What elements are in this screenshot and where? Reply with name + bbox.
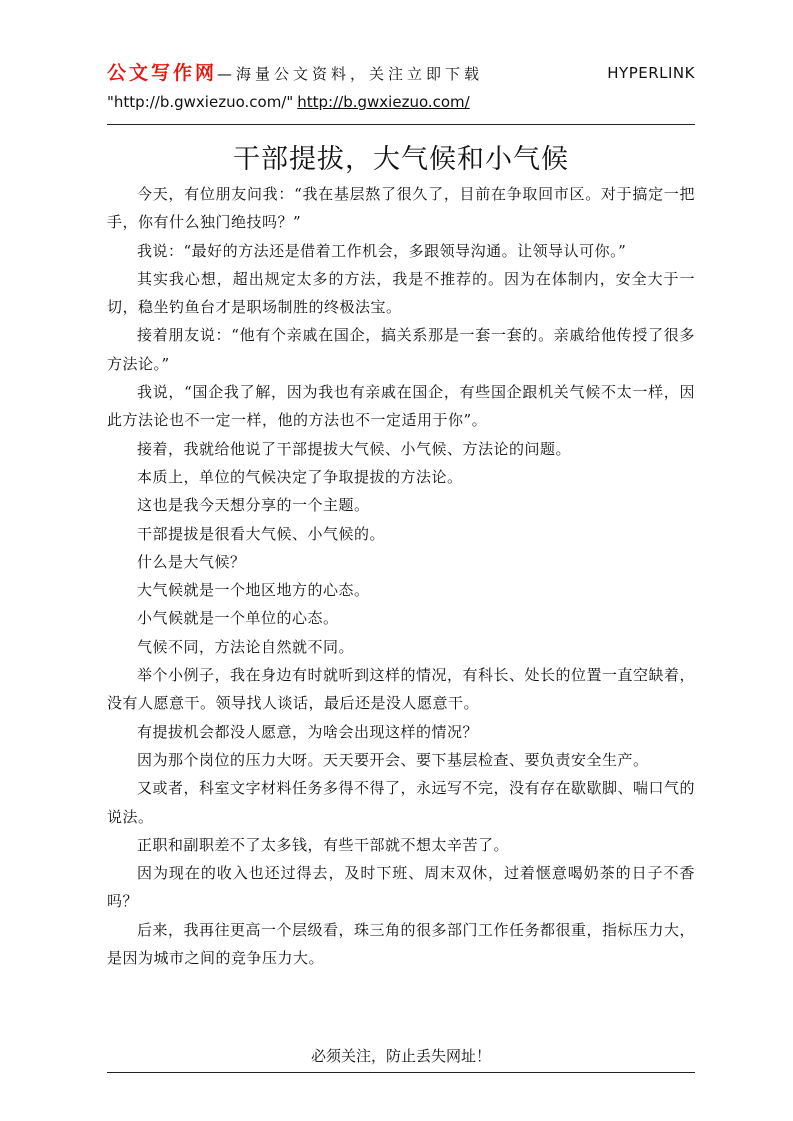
footer-notice: 必须关注，防止丢失网址！ — [310, 1047, 491, 1065]
header-line-2 — [107, 90, 695, 120]
article-paragraph: 我说：“最好的方法还是借着工作机会，多跟领导沟通。让领导认可你。” — [137, 241, 627, 260]
article-body — [107, 180, 695, 972]
article-paragraph: 其实我心想，超出规定太多的方法，我是不推荐的。因为在体制内，安全大于一切，稳坐钓鱼台才是职场制胜的终极法宝。 — [107, 269, 695, 317]
article-paragraph: 这也是我今天想分享的一个主题。 — [137, 496, 370, 515]
article-paragraph: 接着朋友说：“他有个亲戚在国企，搞关系那是一套一套的。亲戚给他传授了很多方法论。” — [107, 326, 695, 373]
article-paragraph: 气候不同，方法论自然就不同。 — [137, 637, 355, 656]
article-paragraph: 什么是大气候？ — [137, 552, 246, 571]
hyperlink-keyword: HYPERLINK — [607, 64, 695, 82]
page-header — [107, 56, 695, 120]
article-paragraph: 本质上，单位的气候决定了争取提拔的方法论。 — [137, 467, 463, 486]
article-paragraph: 又或者，科室文字材料任务多得不得了，永远写不完，没有存在歇歇脚、喘口气的说法。 — [107, 779, 696, 826]
article-paragraph: 大气候就是一个地区地方的心态。 — [137, 581, 370, 600]
article-paragraph: 因为现在的收入也还过得去，及时下班、周末双休，过着惬意喝奶茶的日子不香吗？ — [107, 864, 695, 911]
brand-name[interactable]: 公文写作网 — [107, 62, 218, 84]
article-paragraph: 正职和副职差不了太多钱，有些干部就不想太辛苦了。 — [137, 835, 510, 854]
article-paragraph: 因为那个岗位的压力大呀。天天要开会、要下基层检查、要负责安全生产。 — [137, 750, 649, 769]
article-paragraph: 接着，我就给他说了干部提拔大气候、小气候、方法论的问题。 — [137, 439, 572, 458]
article-paragraph: 今天，有位朋友问我：“我在基层熬了很久了，目前在争取回市区。对于搞定一把手，你有什么独门绝技吗？” — [107, 185, 695, 232]
article-title: 干部提拔，大气候和小气候 — [233, 144, 569, 175]
header-line-1 — [107, 56, 695, 90]
footer-divider — [107, 1072, 695, 1073]
article-paragraph: 后来，我再往更高一个层级看，珠三角的很多部门工作任务都很重，指标压力大，是因为城市之间的竞争压力大。 — [107, 920, 696, 968]
article-paragraph: 干部提拔是很看大气候、小气候的。 — [137, 524, 386, 543]
website-link[interactable]: http://b.gwxiezuo.com/ — [297, 93, 470, 111]
header-divider — [107, 124, 695, 125]
header-tagline: —海量公文资料，关注立即下载 — [217, 65, 484, 83]
article-paragraph: 我说，“国企我了解，因为我也有亲戚在国企，有些国企跟机关气候不太一样，因此方法论也不一定一样，他的方法也不一定适用于你”。 — [107, 383, 695, 430]
article-paragraph: 有提拔机会都没人愿意，为啥会出现这样的情况？ — [137, 722, 479, 741]
hyperlink-field-code: "http://b.gwxiezuo.com/" — [107, 93, 294, 111]
article-paragraph: 举个小例子，我在身边有时就听到这样的情况，有科长、处长的位置一直空缺着，没有人愿意干。领导找人谈话，最后还是没人愿意干。 — [107, 666, 696, 713]
article-paragraph: 小气候就是一个单位的心态。 — [137, 609, 339, 628]
